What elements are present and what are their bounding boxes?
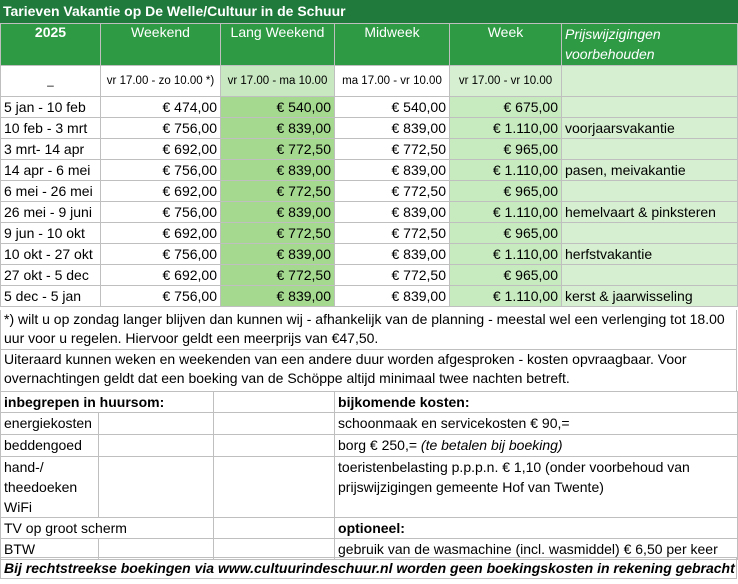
included-item[interactable]: beddengoed: [1, 435, 99, 457]
cell-note[interactable]: [562, 139, 738, 160]
cell-lang-weekend[interactable]: € 839,00: [221, 202, 335, 223]
cell-lang-weekend[interactable]: € 839,00: [221, 244, 335, 265]
header-midweek[interactable]: Midweek: [335, 24, 450, 66]
empty-cell[interactable]: [214, 435, 335, 457]
cell-lang-weekend[interactable]: € 772,50: [221, 181, 335, 202]
cell-weekend[interactable]: € 692,00: [101, 265, 221, 286]
cell-note[interactable]: herfstvakantie: [562, 244, 738, 265]
empty-cell[interactable]: [214, 518, 335, 539]
cell-midweek[interactable]: € 839,00: [335, 286, 450, 307]
cell-midweek[interactable]: € 839,00: [335, 118, 450, 139]
optional-heading[interactable]: optioneel:: [335, 518, 738, 539]
footnote-extension: *) wilt u op zondag langer blijven dan kunnen wij - afhankelijk van de planning - meestal wel een verlenging tot 18.00 uur voor u regelen. Hiervoor geldt een meerprijs van €47,50.: [0, 310, 737, 350]
cell-midweek[interactable]: € 772,50: [335, 223, 450, 244]
subheader-week[interactable]: vr 17.00 - vr 10.00: [450, 66, 562, 97]
cell-lang-weekend[interactable]: € 772,50: [221, 265, 335, 286]
cell-lang-weekend[interactable]: € 839,00: [221, 286, 335, 307]
included-item[interactable]: BTW: [1, 539, 99, 560]
price-table: [0, 23, 738, 307]
extra-heading[interactable]: bijkomende kosten:: [335, 392, 738, 413]
cell-weekend[interactable]: € 756,00: [101, 244, 221, 265]
cell-lang-weekend[interactable]: € 772,50: [221, 139, 335, 160]
extra-cleaning[interactable]: schoonmaak en servicekosten € 90,=: [335, 413, 738, 435]
cell-midweek[interactable]: € 772,50: [335, 265, 450, 286]
cell-week[interactable]: € 1.110,00: [450, 202, 562, 223]
cell-midweek[interactable]: € 839,00: [335, 160, 450, 181]
cell-weekend[interactable]: € 692,00: [101, 223, 221, 244]
cell-week[interactable]: € 965,00: [450, 181, 562, 202]
cell-midweek[interactable]: € 772,50: [335, 181, 450, 202]
price-row: [1, 97, 738, 118]
price-row: [1, 160, 738, 181]
cell-period[interactable]: 10 okt - 27 okt: [1, 244, 101, 265]
included-item[interactable]: TV op groot scherm: [1, 518, 214, 539]
price-row: [1, 265, 738, 286]
cell-note[interactable]: kerst & jaarwisseling: [562, 286, 738, 307]
header-row: [1, 24, 738, 66]
costs-table: [0, 391, 738, 560]
price-row: [1, 118, 738, 139]
cell-period[interactable]: 27 okt - 5 dec: [1, 265, 101, 286]
cell-weekend[interactable]: € 756,00: [101, 202, 221, 223]
header-year[interactable]: 2025: [1, 24, 101, 66]
included-wifi: WiFi: [4, 499, 32, 515]
cell-weekend[interactable]: € 692,00: [101, 181, 221, 202]
cell-note[interactable]: [562, 223, 738, 244]
header-lang-weekend[interactable]: Lang Weekend: [221, 24, 335, 66]
cell-period[interactable]: 26 mei - 9 juni: [1, 202, 101, 223]
cell-weekend[interactable]: € 756,00: [101, 286, 221, 307]
header-week[interactable]: Week: [450, 24, 562, 66]
subheader-midweek[interactable]: ma 17.00 - vr 10.00: [335, 66, 450, 97]
empty-cell[interactable]: [214, 457, 335, 518]
cell-midweek[interactable]: € 839,00: [335, 244, 450, 265]
price-row: [1, 139, 738, 160]
subheader-weekend[interactable]: vr 17.00 - zo 10.00 *): [101, 66, 221, 97]
price-row: [1, 286, 738, 307]
cell-weekend[interactable]: € 474,00: [101, 97, 221, 118]
cell-period[interactable]: 5 jan - 10 feb: [1, 97, 101, 118]
empty-cell[interactable]: [99, 457, 214, 518]
cell-week[interactable]: € 1.110,00: [450, 160, 562, 181]
subheader-dash[interactable]: _: [1, 66, 101, 97]
included-towels: hand-/ theedoeken: [4, 459, 78, 495]
included-item[interactable]: energiekosten: [1, 413, 99, 435]
cell-period[interactable]: 14 apr - 6 mei: [1, 160, 101, 181]
cell-note[interactable]: [562, 265, 738, 286]
cell-period[interactable]: 6 mei - 26 mei: [1, 181, 101, 202]
header-note[interactable]: Prijswijzigingen voorbehouden: [562, 24, 738, 66]
cell-note[interactable]: voorjaarsvakantie: [562, 118, 738, 139]
subheader-row: [1, 66, 738, 97]
subheader-lang-weekend[interactable]: vr 17.00 - ma 10.00: [221, 66, 335, 97]
empty-cell[interactable]: [214, 392, 335, 413]
cell-period[interactable]: 9 jun - 10 okt: [1, 223, 101, 244]
sheet-title: Tarieven Vakantie op De Welle/Cultuur in de Schuur: [0, 0, 738, 23]
booking-footer: Bij rechtstreekse boekingen via www.cultuurindeschuur.nl worden geen boekingskosten in rekening gebracht: [0, 557, 737, 579]
cell-period[interactable]: 3 mrt- 14 apr: [1, 139, 101, 160]
price-row: [1, 181, 738, 202]
cell-lang-weekend[interactable]: € 839,00: [221, 118, 335, 139]
cell-weekend[interactable]: € 756,00: [101, 160, 221, 181]
cell-lang-weekend[interactable]: € 839,00: [221, 160, 335, 181]
price-row: [1, 223, 738, 244]
subheader-note[interactable]: [562, 66, 738, 97]
price-row: [1, 202, 738, 223]
cell-week[interactable]: € 1.110,00: [450, 286, 562, 307]
included-heading[interactable]: inbegrepen in huursom:: [1, 392, 214, 413]
cell-week[interactable]: € 675,00: [450, 97, 562, 118]
cell-weekend[interactable]: € 756,00: [101, 118, 221, 139]
cell-note[interactable]: [562, 97, 738, 118]
deposit-amount: borg € 250,=: [338, 437, 418, 453]
cell-note[interactable]: hemelvaart & pinksteren: [562, 202, 738, 223]
optional-washing[interactable]: gebruik van de wasmachine (incl. wasmiddel) € 6,50 per keer: [335, 539, 738, 560]
cell-week[interactable]: € 965,00: [450, 223, 562, 244]
empty-cell[interactable]: [99, 413, 214, 435]
cell-week[interactable]: € 1.110,00: [450, 244, 562, 265]
footnote-other-duration: Uiteraard kunnen weken en weekenden van een andere duur worden afgesproken - kosten opvraagbaar. Voor overnachtingen geldt dat een boeking van de Schöppe altijd minimaal twee nachten betreft.: [0, 350, 737, 391]
cell-weekend[interactable]: € 692,00: [101, 139, 221, 160]
cell-midweek[interactable]: € 772,50: [335, 139, 450, 160]
cell-midweek[interactable]: € 839,00: [335, 202, 450, 223]
price-row: [1, 244, 738, 265]
deposit-note: (te betalen bij boeking): [420, 437, 563, 453]
cell-midweek[interactable]: € 540,00: [335, 97, 450, 118]
cell-lang-weekend[interactable]: € 772,50: [221, 223, 335, 244]
empty-cell[interactable]: [214, 413, 335, 435]
cell-week[interactable]: € 1.110,00: [450, 118, 562, 139]
included-item[interactable]: [1, 457, 99, 518]
cell-period[interactable]: 10 feb - 3 mrt: [1, 118, 101, 139]
extra-tourist-tax[interactable]: toeristenbelasting p.p.p.n. € 1,10 (onder voorbehoud van prijswijzigingen gemeente Hof van Twente): [335, 457, 738, 518]
empty-cell[interactable]: [99, 435, 214, 457]
cell-note[interactable]: pasen, meivakantie: [562, 160, 738, 181]
cell-lang-weekend[interactable]: € 540,00: [221, 97, 335, 118]
cell-week[interactable]: € 965,00: [450, 139, 562, 160]
header-weekend[interactable]: Weekend: [101, 24, 221, 66]
cell-week[interactable]: € 965,00: [450, 265, 562, 286]
extra-deposit[interactable]: [335, 435, 738, 457]
cell-period[interactable]: 5 dec - 5 jan: [1, 286, 101, 307]
cell-note[interactable]: [562, 181, 738, 202]
